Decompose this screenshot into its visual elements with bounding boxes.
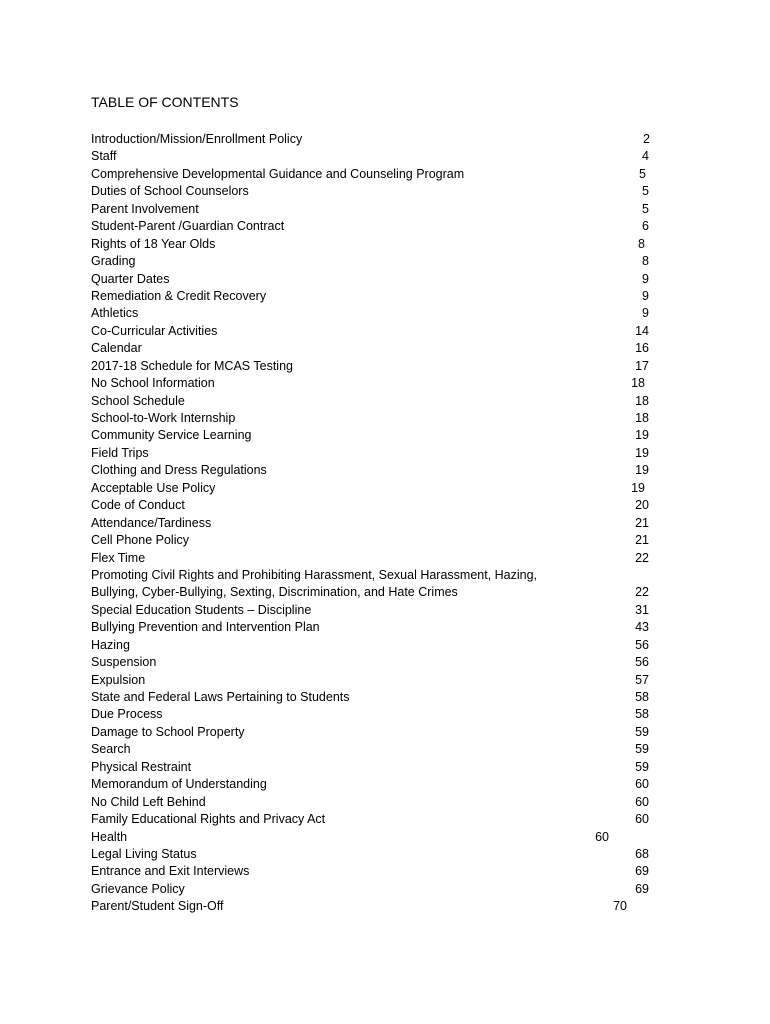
toc-entry-page: 21 [635, 515, 649, 530]
toc-entry-page: 43 [635, 620, 649, 635]
toc-entry [91, 776, 651, 793]
toc-entry-title: Parent Involvement [91, 201, 199, 216]
toc-entry [91, 515, 651, 532]
toc-entry-title: Comprehensive Developmental Guidance and Counseling Program [91, 166, 465, 181]
toc-entry-title: Clothing and Dress Regulations [91, 463, 267, 478]
toc-entry-title: Promoting Civil Rights and Prohibiting Harassment, Sexual Harassment, Hazing, Bullying, Cyber-Bullying, Sexting, Discrimination, and Hate Crimes [91, 567, 538, 600]
toc-entry [91, 759, 651, 776]
toc-entry-page: 8 [642, 254, 649, 269]
toc-entry-page: 9 [642, 271, 649, 286]
toc-entry-title: Community Service Learning [91, 428, 252, 443]
toc-entry-page: 69 [635, 864, 649, 879]
toc-entry [91, 741, 651, 758]
toc-entry-title: Flex Time [91, 550, 146, 565]
table-of-contents [91, 131, 651, 916]
toc-entry-page: 6 [642, 219, 649, 234]
toc-entry [91, 811, 651, 828]
toc-entry-title: Code of Conduct [91, 498, 185, 513]
toc-entry-page: 57 [635, 672, 649, 687]
toc-entry-title: Introduction/Mission/Enrollment Policy [91, 132, 303, 146]
toc-entry-title: Grading [91, 254, 136, 269]
toc-entry-page: 31 [635, 602, 649, 617]
toc-entry-page: 69 [635, 881, 649, 896]
toc-entry [91, 863, 651, 880]
toc-entry [91, 532, 651, 549]
toc-entry [91, 271, 651, 288]
toc-entry-page: 58 [635, 690, 649, 705]
toc-entry [91, 148, 651, 165]
toc-entry-page: 59 [635, 742, 649, 757]
toc-entry [91, 201, 651, 218]
toc-entry [91, 166, 651, 183]
toc-entry [91, 550, 651, 567]
toc-entry-title: Co-Curricular Activities [91, 323, 218, 338]
toc-entry-page: 4 [642, 149, 649, 164]
toc-entry-page: 17 [635, 358, 649, 373]
toc-entry-page: 56 [635, 637, 649, 652]
toc-entry [91, 497, 651, 514]
toc-entry-title: Entrance and Exit Interviews [91, 864, 250, 879]
toc-entry-title: Rights of 18 Year Olds [91, 236, 216, 251]
toc-entry-title: Physical Restraint [91, 759, 192, 774]
toc-entry [91, 445, 651, 462]
toc-entry-page: 5 [642, 184, 649, 199]
toc-entry [91, 724, 651, 741]
toc-entry-title: Remediation & Credit Recovery [91, 288, 267, 303]
toc-entry-title: School-to-Work Internship [91, 411, 236, 425]
toc-entry-page: 5 [642, 201, 649, 216]
toc-entry [91, 305, 651, 322]
toc-entry [91, 462, 651, 479]
toc-entry [91, 410, 651, 427]
toc-entry [91, 672, 651, 689]
toc-entry [91, 218, 651, 235]
toc-entry-page: 9 [642, 306, 649, 321]
toc-entry [91, 619, 651, 636]
toc-entry-title: Expulsion [91, 672, 146, 687]
toc-entry [91, 637, 651, 654]
toc-entry-title: Bullying Prevention and Intervention Plan [91, 620, 320, 635]
toc-entry-page: 2 [643, 132, 650, 146]
toc-entry-page: 18 [635, 411, 649, 425]
toc-entry-title: Student-Parent /Guardian Contract [91, 219, 285, 234]
toc-entry [91, 393, 651, 410]
toc-entry-page: 60 [635, 812, 649, 827]
toc-entry [91, 706, 651, 723]
toc-entry [91, 602, 651, 619]
toc-entry-title: Staff [91, 149, 117, 164]
toc-entry [91, 253, 651, 270]
toc-entry [91, 689, 651, 706]
toc-entry-title: Search [91, 742, 131, 757]
toc-entry-page: 60 [635, 794, 649, 809]
toc-entry [91, 794, 651, 811]
toc-entry-title: Athletics [91, 306, 139, 321]
toc-entry-page: 19 [635, 445, 649, 460]
toc-entry [91, 829, 651, 846]
toc-entry-title: Hazing [91, 637, 130, 652]
toc-entry-page: 22 [635, 550, 649, 565]
toc-entry-title: State and Federal Laws Pertaining to Students [91, 690, 350, 705]
toc-entry-title: 2017-18 Schedule for MCAS Testing [91, 358, 293, 373]
toc-entry-page: 70 [613, 899, 627, 914]
toc-entry [91, 323, 651, 340]
toc-entry [91, 846, 651, 863]
toc-entry-page: 19 [631, 480, 645, 495]
toc-entry-title: Special Education Students – Discipline [91, 602, 312, 617]
toc-entry-page: 14 [635, 323, 649, 338]
toc-entry-page: 5 [639, 166, 646, 181]
toc-entry-title: Acceptable Use Policy [91, 480, 216, 495]
toc-entry [91, 654, 651, 671]
toc-entry-page: 58 [635, 707, 649, 722]
toc-entry-title: Legal Living Status [91, 846, 197, 861]
toc-entry-title: Calendar [91, 341, 142, 356]
toc-entry-page: 59 [635, 759, 649, 774]
toc-entry-title: Health [91, 829, 128, 844]
toc-entry-page: 21 [635, 533, 649, 548]
toc-entry-title: Due Process [91, 707, 163, 722]
toc-entry-title: Quarter Dates [91, 271, 170, 286]
toc-entry-page: 22 [635, 585, 649, 600]
toc-entry-title: Family Educational Rights and Privacy Act [91, 812, 326, 827]
toc-entry [91, 288, 651, 305]
toc-entry-page: 56 [635, 655, 649, 670]
page-title: TABLE OF CONTENTS [91, 94, 239, 110]
toc-entry [91, 881, 651, 898]
toc-entry-page: 18 [635, 393, 649, 408]
toc-entry-title: Parent/Student Sign-Off [91, 899, 224, 914]
toc-entry-page: 20 [635, 498, 649, 513]
toc-entry [91, 131, 651, 148]
toc-entry-title: Attendance/Tardiness [91, 515, 212, 530]
toc-entry-title: Cell Phone Policy [91, 533, 189, 548]
toc-entry [91, 236, 651, 253]
toc-entry-title: Grievance Policy [91, 881, 185, 896]
toc-entry [91, 427, 651, 444]
toc-entry [91, 340, 651, 357]
toc-entry-page: 59 [635, 724, 649, 739]
toc-entry-page: 19 [635, 428, 649, 443]
toc-entry [91, 375, 651, 392]
toc-entry-page: 19 [635, 463, 649, 478]
toc-entry [91, 898, 651, 915]
toc-entry-page: 60 [595, 829, 609, 844]
toc-entry-title: Duties of School Counselors [91, 184, 249, 199]
toc-entry [91, 183, 651, 200]
toc-entry-title: No Child Left Behind [91, 794, 206, 809]
toc-entry-title: Field Trips [91, 445, 149, 460]
toc-entry-title: Memorandum of Understanding [91, 777, 267, 792]
toc-entry-title: School Schedule [91, 393, 185, 408]
toc-entry-page: 18 [631, 376, 645, 391]
toc-entry-page: 60 [635, 777, 649, 792]
toc-entry [91, 567, 651, 602]
toc-entry-page: 9 [642, 288, 649, 303]
toc-entry-page: 16 [635, 341, 649, 356]
toc-entry-title: Damage to School Property [91, 724, 245, 739]
toc-entry-title: Suspension [91, 655, 157, 670]
toc-entry-page: 68 [635, 846, 649, 861]
toc-entry-title: No School Information [91, 376, 215, 391]
toc-entry-page: 8 [638, 236, 645, 251]
toc-entry [91, 358, 651, 375]
toc-entry [91, 480, 651, 497]
